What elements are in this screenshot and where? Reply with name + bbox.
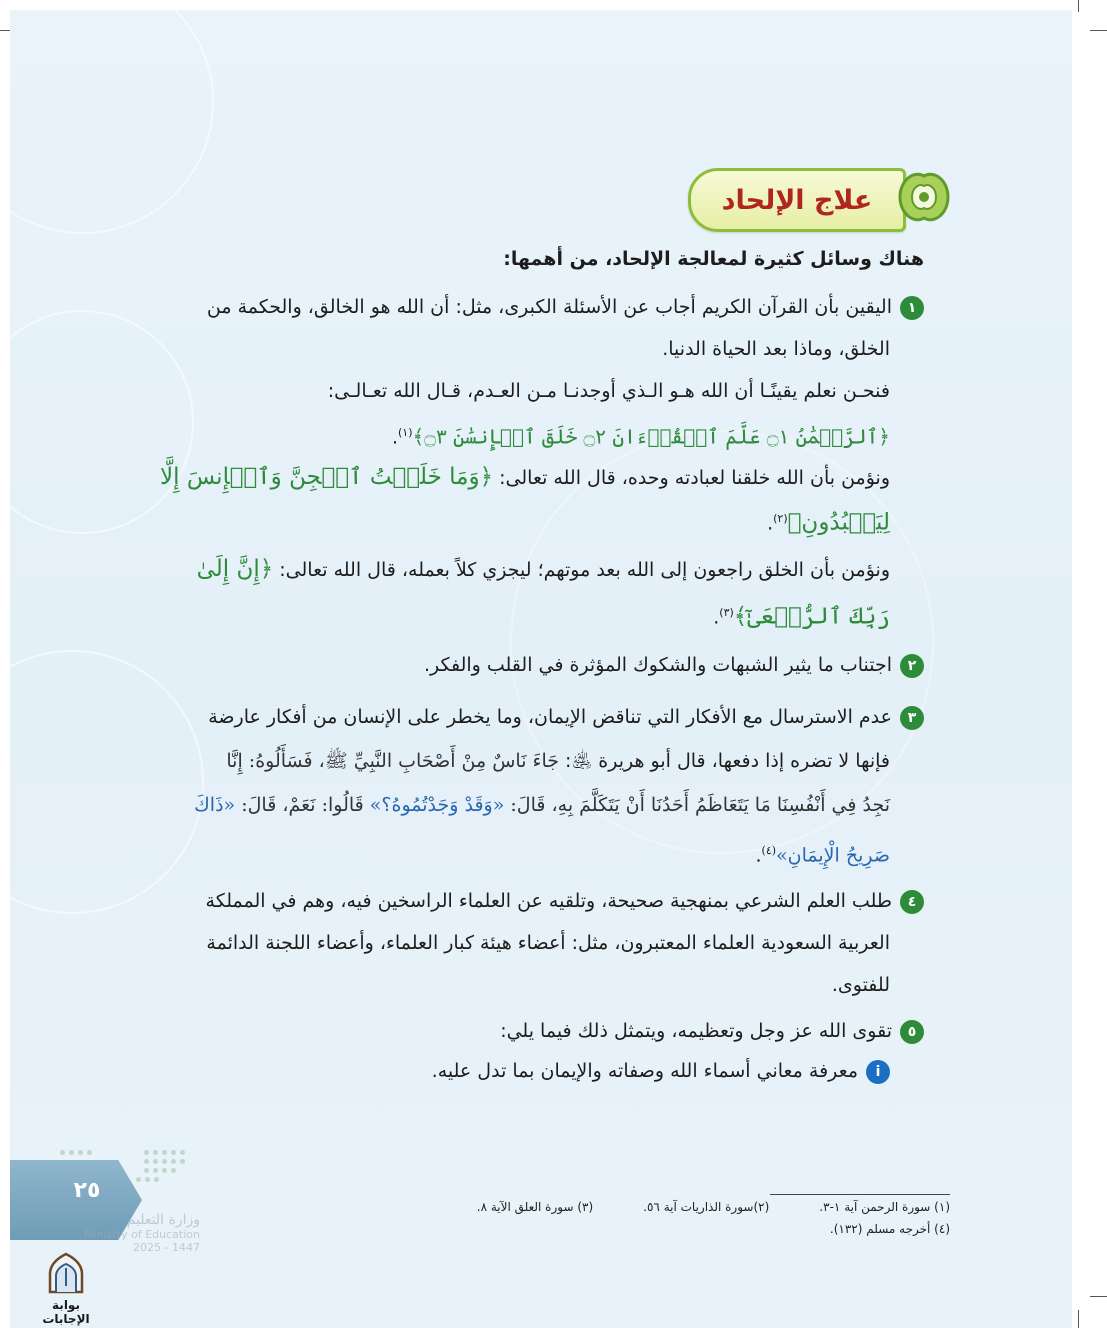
sub-item-text: معرفة معاني أسماء الله وصفاته والإيمان بما تدل عليه. [431, 1060, 858, 1082]
footnote-ref: (١) [398, 426, 413, 439]
period: . [767, 512, 774, 535]
info-badge-icon: i [866, 1060, 890, 1084]
footnote: (٤) أخرجه مسلم (١٣٢). [829, 1222, 950, 1236]
quran-verse: ﴿إِنَّ إِلَىٰ [196, 556, 274, 582]
footnote-ref: (٢) [773, 512, 788, 525]
verse-line [392, 412, 890, 458]
crop-mark [1078, 1310, 1079, 1328]
item-text: طلب العلم الشرعي بمنهجية صحيحة، وتلقيه عن العلماء الراسخين فيه، وهم في المملكة [205, 890, 892, 912]
item-number-badge: ٥ [900, 1020, 924, 1044]
footnote-ref: (٤) [761, 844, 777, 857]
watermark-label: بوابة الإجابات [42, 1298, 90, 1326]
footnote: (٢)سورة الذاريات آية ٥٦. [643, 1200, 770, 1214]
hadith-line [194, 784, 890, 826]
hadith-text: نَجِدُ فِي أَنْفُسِنَا مَا يَتَعَاظَمُ أَحَدُنَا أَنْ يَتَكَلَّمَ بِهِ، قَالَ: [510, 794, 890, 816]
footnote-ref: (٣) [719, 606, 734, 619]
paragraph [160, 456, 890, 499]
list-item [500, 1010, 924, 1052]
period: . [391, 426, 398, 449]
crop-mark [1090, 30, 1107, 31]
hadith-line [226, 740, 890, 782]
hadith-line [755, 830, 890, 876]
crop-mark [1078, 0, 1079, 12]
ministry-logo [60, 1212, 200, 1254]
crop-mark [1090, 1296, 1107, 1297]
footnote: (١) سورة الرحمن آية ١-٣. [819, 1200, 950, 1214]
item-text: عدم الاسترسال مع الأفكار التي تناقض الإيمان، وما يخطر على الإنسان من أفكار عارضة [208, 706, 892, 728]
list-item [206, 880, 924, 922]
quran-verse: ﴿وَمَا خَلَقۡتُ ٱلۡجِنَّ وَٱلۡإِنسَ إِلَّا [160, 464, 494, 490]
item-text: اليقين بأن القرآن الكريم أجاب عن الأسئلة الكبرى، مثل: أن الله هو الخالق، والحكمة من [206, 296, 892, 318]
period: . [713, 606, 720, 629]
list-item [207, 286, 924, 328]
item-text-continued: العربية السعودية العلماء المعتبرون، مثل: أعضاء هيئة كبار العلماء، وأعضاء اللجنة الدائمة [206, 932, 890, 954]
narration-intro: فإنها لا تضره إذا دفعها، قال أبو هريرة ﵁: [565, 750, 890, 772]
ministry-name: وزارة التعليم [126, 1212, 200, 1228]
item-text: تقوى الله عز وجل وتعظيمه، ويتمثل ذلك فيما يلي: [500, 1020, 892, 1042]
ministry-year: 2025 - 1447 [133, 1241, 200, 1254]
list-item [424, 644, 924, 686]
item-number-badge: ٢ [900, 654, 924, 678]
footnote-row [440, 1196, 950, 1218]
intro-text: هناك وسائل كثيرة لمعالجة الإلحاد، من أهمها: [503, 248, 924, 270]
hadith-quote: صَرِيحُ الْإِيمَانِ» [776, 844, 890, 867]
section-title: علاج الإلحاد [721, 184, 873, 216]
item-text-continued: للفتوى. [831, 974, 890, 996]
quran-verse: ﴿ٱلرَّحۡمَٰنُ ۝١ عَلَّمَ ٱلۡقُرۡءَانَ ۝٢ خَلَقَ ٱلۡإِنسَٰنَ ۝٣﴾ [412, 424, 890, 449]
paragraph [197, 548, 890, 591]
footnote: (٣) سورة العلق الآية ٨. [476, 1200, 594, 1214]
hadith-quote: «ذَاكَ [194, 794, 236, 816]
quran-verse: لِيَعۡبُدُونِ﴾ [787, 509, 890, 536]
item-text: اجتناب ما يثير الشبهات والشكوك المؤثرة في القلب والفكر. [423, 654, 892, 676]
hadith-text: قَالُوا: نَعَمْ، قَالَ: [241, 794, 364, 816]
site-watermark [28, 1252, 104, 1326]
quran-verse: رَبِّكَ ٱلرُّجۡعَىٰٓ﴾ [733, 603, 890, 630]
verse-line [767, 498, 890, 544]
period: . [755, 844, 762, 867]
item-number-badge: ٣ [900, 706, 924, 730]
item-number-badge: ٤ [900, 890, 924, 914]
footnote-row [440, 1218, 950, 1240]
paragraph-text: ونؤمن بأن الله خلقنا لعبادته وحده، قال الله تعالى: [499, 467, 890, 489]
hadith-quote: «وَقَدْ وَجَدْتُمُوهُ؟» [369, 794, 505, 816]
verse-line [713, 592, 890, 638]
list-item [208, 696, 924, 738]
hadith-text: جَاءَ نَاسٌ مِنْ أَصْحَابِ النَّبِيِّ ﷺ، فَسَأَلُوهُ: إِنَّا [226, 750, 559, 772]
body-text [128, 0, 924, 1328]
item-number-badge: ١ [900, 296, 924, 320]
sub-list-item [432, 1050, 890, 1092]
watermark-logo-icon [44, 1252, 88, 1294]
page-number: ٢٥ [73, 1178, 101, 1203]
footnotes [440, 1196, 950, 1240]
ministry-english: Ministry of Education [83, 1228, 200, 1241]
paragraph: فنحـن نعلم يقينًـا أن الله هـو الـذي أوجدنـا مـن العـدم، قـال الله تعـالـى: [327, 380, 890, 402]
footnote-rule [770, 1194, 950, 1195]
item-text-continued: الخلق، وماذا بعد الحياة الدنيا. [662, 338, 890, 360]
paragraph-text: ونؤمن بأن الخلق راجعون إلى الله بعد موتهم؛ ليجزي كلاً بعمله، قال الله تعالى: [279, 559, 890, 581]
